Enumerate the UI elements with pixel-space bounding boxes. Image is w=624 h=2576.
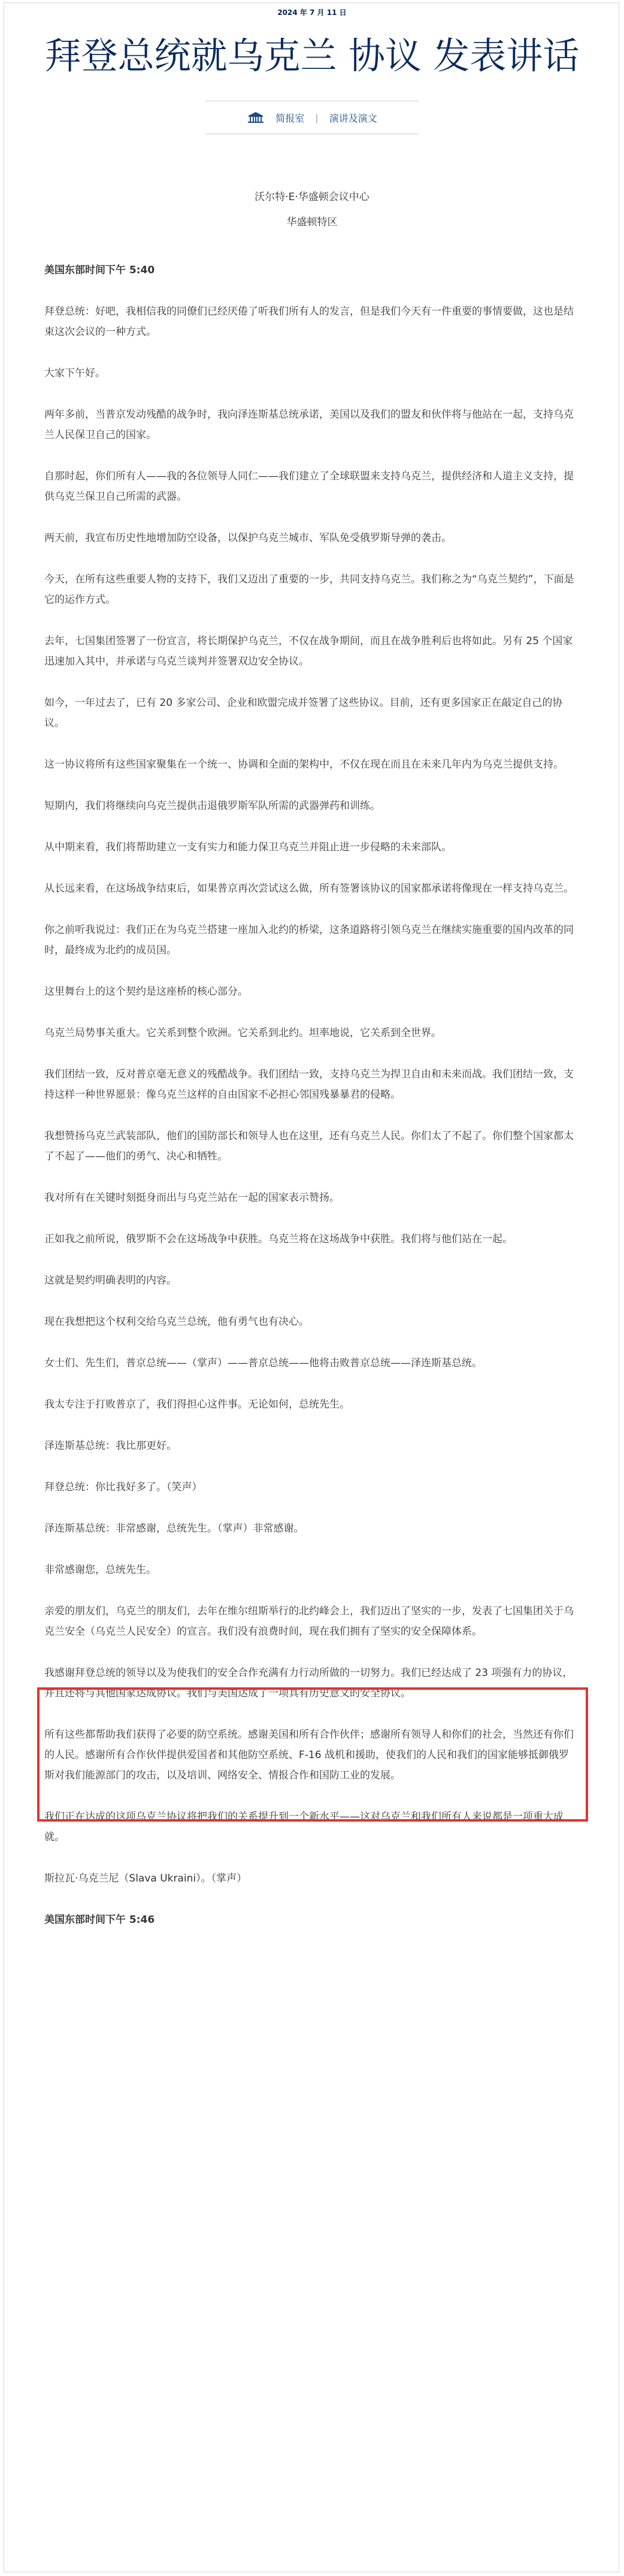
breadcrumb: [205, 101, 419, 134]
speech-paragraph: 你之前听我说过：我们正在为乌克兰搭建一座加入北约的桥梁，这条道路将引领乌克兰在继续实施重要的国内改革的同时，最终成为北约的成员国。: [44, 924, 574, 956]
speech-paragraph: 从中期来看，我们将帮助建立一支有实力和能力保卫乌克兰并阻止进一步侵略的未来部队。: [44, 841, 452, 853]
speech-paragraph: 拜登总统：你比我好多了。（笑声）: [44, 1481, 202, 1493]
speech-paragraph: 亲爱的朋友们，乌克兰的朋友们，去年在维尔纽斯举行的北约峰会上，我们迈出了坚实的一步，发表了七国集团关于乌克兰安全（乌克兰人民安全）的宣言。我们没有浪费时间，现在我们拥有了坚实的安全保障体系。: [44, 1605, 574, 1638]
page-title: 拜登总统就乌克兰 协议 发表讲话: [44, 35, 580, 77]
speech-paragraph: 现在我想把这个权利交给乌克兰总统，他有勇气也有决心。: [44, 1316, 309, 1328]
speech-paragraph: 我想赞扬乌克兰武装部队，他们的国防部长和领导人也在这里，还有乌克兰人民。你们太了不起了。你们整个国家都太了不起了——他们的勇气、决心和牺牲。: [44, 1130, 574, 1162]
speech-paragraph: 大家下午好。: [44, 367, 105, 379]
speech-paragraph: 两天前，我宣布历史性地增加防空设备，以保护乌克兰城市、军队免受俄罗斯导弹的袭击。: [44, 532, 452, 544]
speech-paragraph: 今天，在所有这些重要人物的支持下，我们又迈出了重要的一步，共同支持乌克兰。我们称之为“乌克兰契约”，下面是它的运作方式。: [44, 573, 574, 606]
speech-paragraph: 这里舞台上的这个契约是这座桥的核心部分。: [44, 986, 248, 998]
release-date: 2024 年 7 月 11 日: [277, 8, 347, 17]
highlighted-paragraph: 我太专注于打败普京了，我们得担心这件事。无论如何，总统先生。: [44, 1399, 350, 1411]
highlighted-paragraph: 女士们、先生们，普京总统——（掌声）——普京总统——他将击败普京总统——泽连斯基总统。: [44, 1357, 482, 1369]
timestamp-start: 美国东部时间下午 5:40: [44, 264, 155, 276]
speech-paragraph: 如今，一年过去了，已有 20 多家公司、企业和欧盟完成并签署了这些协议。目前，还有更多国家正在敲定自己的协议。: [44, 697, 563, 729]
speech-paragraph: 这就是契约明确表明的内容。: [44, 1275, 177, 1287]
speech-paragraph: 从长远来看，在这场战争结束后，如果普京再次尝试这么做，所有签署该协议的国家都承诺将像现在一样支持乌克兰。: [44, 883, 574, 895]
highlight-box: [37, 1687, 588, 1822]
speech-paragraph: 短期内，我们将继续向乌克兰提供击退俄罗斯军队所需的武器弹药和训练。: [44, 800, 380, 812]
speech-paragraph: 我们正在达成的这项乌克兰协议将把我们的关系提升到一个新水平——这对乌克兰和我们所有人来说都是一项重大成就。: [44, 1811, 564, 1843]
speech-paragraph: 我感谢拜登总统的领导以及为使我们的安全合作充满有力行动所做的一切努力。我们已经达成了 23 项强有力的协议，并且还将与其他国家达成协议。我们与美国达成了一项具有历史意义的安全协议。: [44, 1667, 573, 1699]
speech-paragraph: 这一协议将所有这些国家聚集在一个统一、协调和全面的架构中，不仅在现在而且在未来几年内为乌克兰提供支持。: [44, 759, 564, 771]
speech-paragraph: 我们团结一致，反对普京毫无意义的残酷战争。我们团结一致，支持乌克兰为捍卫自由和未来而战。我们团结一致，支持这样一种世界愿景：像乌克兰这样的自由国家不必担心邻国残暴暴君的侵略。: [44, 1068, 574, 1101]
timestamp-end: 美国东部时间下午 5:46: [44, 1914, 155, 1926]
speech-paragraph: 泽连斯基总统：非常感谢，总统先生。（掌声）非常感谢。: [44, 1523, 304, 1535]
speech-paragraph: 两年多前，当普京发动残酷的战争时，我向泽连斯基总统承诺，美国以及我们的盟友和伙伴将与他站在一起，支持乌克兰人民保卫自己的国家。: [44, 409, 574, 441]
breadcrumb-speeches-remarks[interactable]: 演讲及演文: [329, 112, 377, 124]
breadcrumb-separator: |: [315, 111, 319, 123]
speech-paragraph: 所有这些都帮助我们获得了必要的防空系统。感谢美国和所有合作伙伴；感谢所有领导人和你们的社会，当然还有你们的人民。感谢所有合作伙伴提供爱国者和其他防空系统、F-16 战机和援助，使我们的人民和我们的国家能够抵御俄罗斯对我们能源部门的攻击，以及培训、网络安全、情报合作和国防工业的发展。: [44, 1729, 574, 1781]
venue-name: 沃尔特·E·华盛顿会议中心: [255, 191, 369, 203]
venue-city: 华盛顿特区: [286, 216, 338, 228]
speech-paragraph: 泽连斯基总统：我比那更好。: [44, 1440, 177, 1452]
speech-paragraph: 正如我之前所说，俄罗斯不会在这场战争中获胜。乌克兰将在这场战争中获胜。我们将与他们站在一起。: [44, 1233, 513, 1245]
white-house-icon[interactable]: [247, 111, 265, 124]
speech-paragraph: 乌克兰局势事关重大。它关系到整个欧洲。它关系到北约。坦率地说，它关系到全世界。: [44, 1027, 441, 1039]
speech-paragraph: 我对所有在关键时刻挺身而出与乌克兰站在一起的国家表示赞扬。: [44, 1192, 340, 1204]
speech-paragraph: 非常感谢您，总统先生。: [44, 1564, 156, 1576]
speech-paragraph: 拜登总统：好吧，我相信我的同僚们已经厌倦了听我们所有人的发言，但是我们今天有一件重要的事情要做，这也是结束这次会议的一种方式。: [44, 306, 574, 338]
speech-paragraph: 去年，七国集团签署了一份宣言，将长期保护乌克兰，不仅在战争期间，而且在战争胜利后也将如此。另有 25 个国家迅速加入其中，并承诺与乌克兰谈判并签署双边安全协议。: [44, 635, 573, 668]
breadcrumb-briefing-room[interactable]: 简报室: [275, 112, 305, 124]
speech-paragraph: 自那时起，你们所有人——我的各位领导人同仁——我们建立了全球联盟来支持乌克兰，提供经济和人道主义支持，提供乌克兰保卫自己所需的武器。: [44, 470, 574, 503]
speech-paragraph: 斯拉瓦·乌克兰尼（Slava Ukraini）。（掌声）: [44, 1873, 247, 1885]
